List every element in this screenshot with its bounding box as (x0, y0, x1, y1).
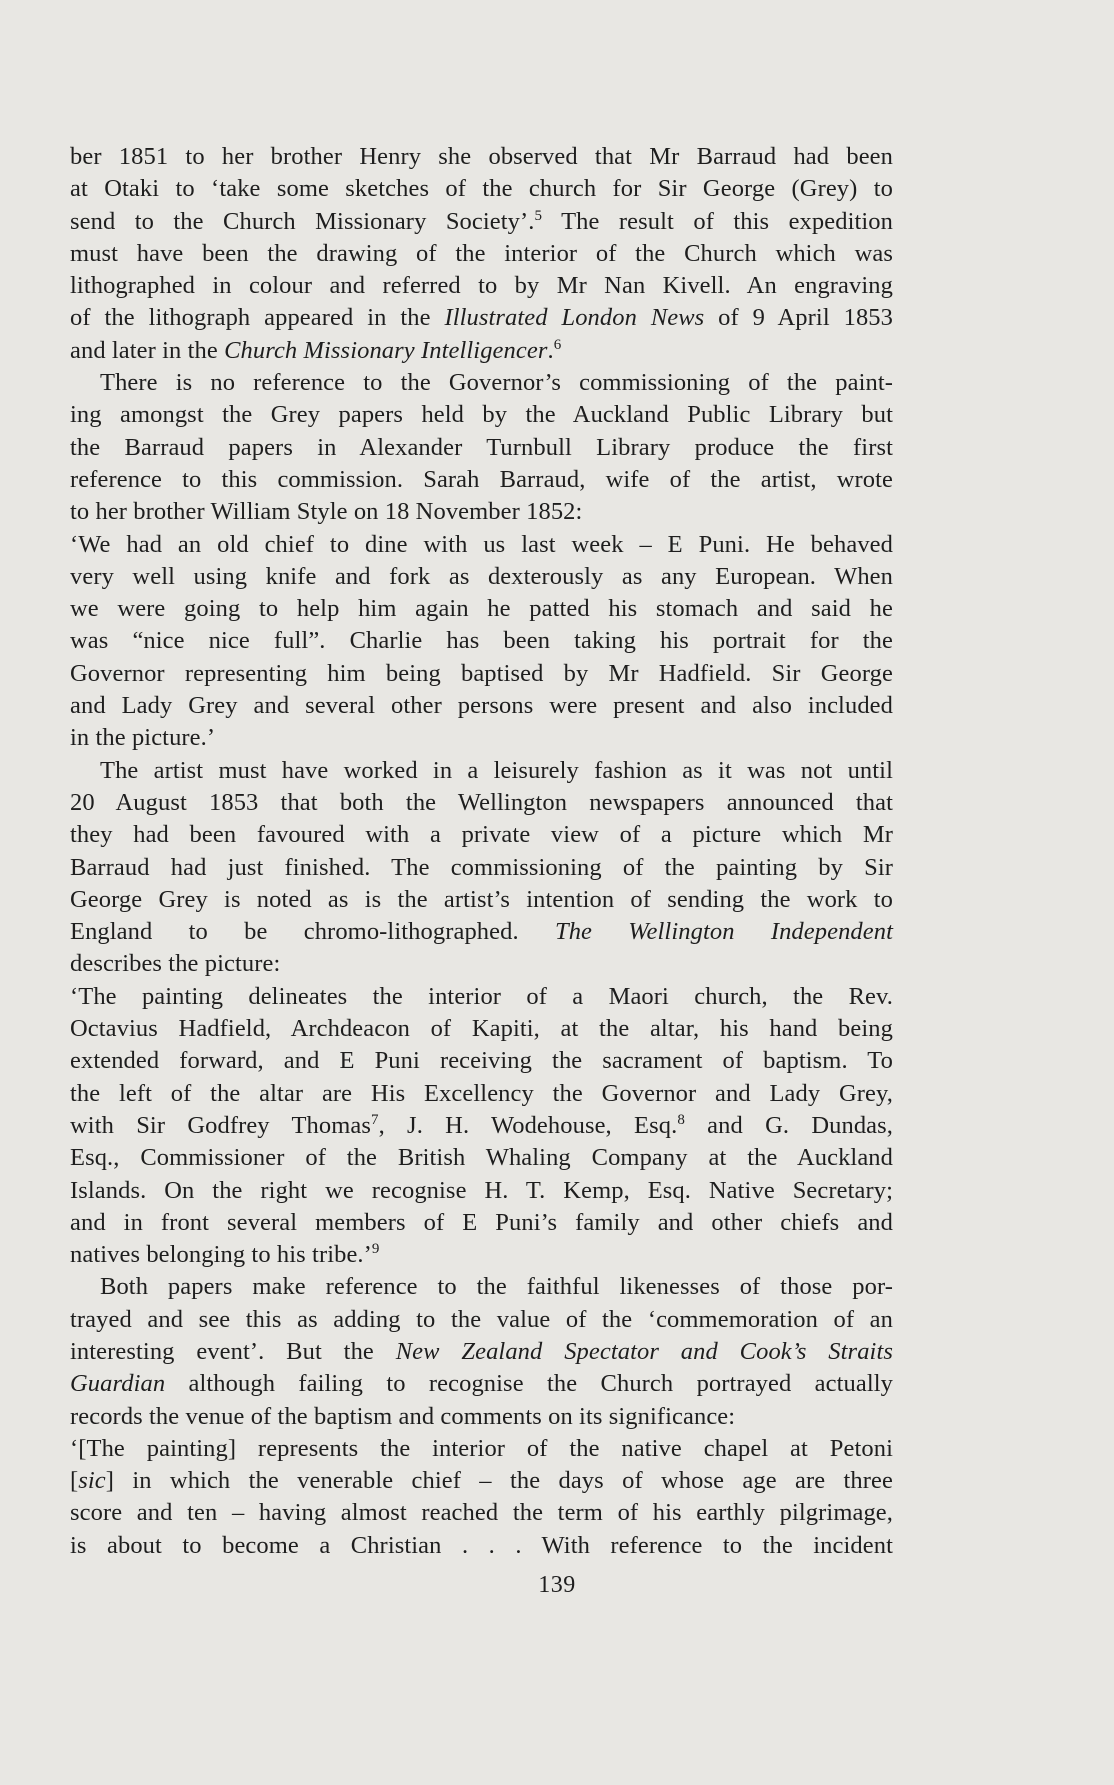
text-line (70, 722, 893, 754)
text-run: natives belonging to his tribe.’ (70, 1241, 372, 1269)
text-line (70, 399, 893, 431)
text-run: was “nice nice full”. Charlie has been taking his portrait for the (70, 627, 893, 655)
text-run: ] in which the venerable chief – the days of whose age are three (105, 1467, 893, 1495)
text-line (70, 1271, 893, 1303)
text-line (70, 173, 893, 205)
footnote-ref: 5 (534, 207, 543, 224)
text-run: , J. H. Wodehouse, Esq. (378, 1111, 678, 1139)
text-line (70, 302, 893, 334)
text-run: the left of the altar are His Excellency the Governor and Lady Grey, (70, 1079, 893, 1107)
text-line (70, 852, 893, 884)
text-run: with Sir Godfrey Thomas (70, 1111, 371, 1139)
text-run: the Barraud papers in Alexander Turnbull Library produce the first (70, 433, 893, 461)
text-line (70, 1110, 893, 1142)
text-run: to her brother William Style on 18 November 1852: (70, 498, 583, 526)
text-run: reference to this commission. Sarah Barraud, wife of the artist, wrote (70, 465, 893, 493)
text-run: at Otaki to ‘take some sketches of the church for Sir George (Grey) to (70, 175, 893, 203)
text-run: Both papers make reference to the faithful likenesses of those por- (100, 1273, 893, 1301)
text-run: ‘[The painting] represents the interior of the native chapel at Petoni (70, 1434, 893, 1462)
italic-title: New Zealand Spectator and Cook’s Straits (395, 1337, 893, 1365)
text-line (70, 1497, 893, 1529)
text-line (70, 1045, 893, 1077)
text-run: The artist must have worked in a leisurely fashion as it was not until (100, 756, 893, 784)
text-line (70, 593, 893, 625)
text-line (70, 432, 893, 464)
text-run: Esq., Commissioner of the British Whaling Company at the Auckland (70, 1144, 893, 1172)
text-line (70, 1401, 893, 1433)
italic-title: The Wellington Independent (554, 918, 894, 946)
footnote-ref: 8 (677, 1111, 685, 1128)
text-line (70, 335, 893, 367)
footnote-ref: 6 (553, 336, 562, 353)
text-line (70, 787, 893, 819)
text-run: in the picture.’ (70, 724, 216, 752)
text-line (70, 206, 893, 238)
text-line (70, 270, 893, 302)
body-text (70, 141, 893, 1562)
text-run: score and ten – having almost reached the term of his earthly pilgrimage, (70, 1499, 893, 1527)
text-run: Islands. On the right we recognise H. T. Kemp, Esq. Native Secretary; (70, 1176, 893, 1204)
text-line (70, 1304, 893, 1336)
text-line (70, 1078, 893, 1110)
text-run: ‘The painting delineates the interior of a Maori church, the Rev. (70, 982, 893, 1010)
text-line (70, 561, 893, 593)
text-run: send to the Church Missionary Society’. (70, 207, 535, 235)
text-run: The result of this expedition (542, 207, 893, 235)
italic-title: Illustrated London News (444, 304, 705, 332)
italic-title: Guardian (70, 1370, 166, 1398)
text-run: is about to become a Christian . . . With reference to the incident (70, 1531, 893, 1559)
page-number: 139 (538, 1572, 576, 1598)
italic-title: Church Missionary Intelligencer (224, 336, 548, 364)
text-run: [ (70, 1467, 79, 1495)
text-run: records the venue of the baptism and comments on its significance: (70, 1402, 736, 1430)
text-line (70, 1239, 893, 1271)
text-line (70, 141, 893, 173)
text-line (70, 1142, 893, 1174)
text-run: 20 August 1853 that both the Wellington newspapers announced that (70, 788, 893, 816)
text-line (70, 1530, 893, 1562)
text-line (70, 948, 893, 980)
text-run: and Lady Grey and several other persons were present and also included (70, 692, 893, 720)
text-run: ing amongst the Grey papers held by the Auckland Public Library but (70, 401, 893, 429)
text-line (70, 1433, 893, 1465)
text-line (70, 819, 893, 851)
text-run: Governor representing him being baptised by Mr Hadfield. Sir George (70, 659, 893, 687)
text-run: describes the picture: (70, 950, 281, 978)
text-line (70, 1465, 893, 1497)
text-run: interesting event’. But the (70, 1337, 396, 1365)
text-run: Barraud had just finished. The commissioning of the painting by Sir (70, 853, 893, 881)
text-run: trayed and see this as adding to the value of the ‘commemoration of an (70, 1305, 893, 1333)
footnote-ref: 9 (371, 1241, 380, 1258)
text-run: and G. Dundas, (684, 1111, 894, 1139)
text-line (70, 755, 893, 787)
text-line (70, 238, 893, 270)
text-line (70, 658, 893, 690)
footnote-ref: 7 (370, 1111, 379, 1128)
text-line (70, 690, 893, 722)
text-run: of 9 April 1853 (704, 304, 893, 332)
text-run: very well using knife and fork as dexterously as any European. When (70, 562, 893, 590)
text-run: Octavius Hadfield, Archdeacon of Kapiti, at the altar, his hand being (70, 1015, 893, 1043)
text-line (70, 529, 893, 561)
text-run: England to be chromo-lithographed. (70, 918, 555, 946)
text-run: extended forward, and E Puni receiving the sacrament of baptism. To (70, 1047, 893, 1075)
text-line (70, 1207, 893, 1239)
text-run: and in front several members of E Puni’s family and other chiefs and (70, 1208, 893, 1236)
text-line (70, 1175, 893, 1207)
text-line (70, 1013, 893, 1045)
text-run: ber 1851 to her brother Henry she observed that Mr Barraud had been (70, 143, 893, 170)
text-run: lithographed in colour and referred to by Mr Nan Kivell. An engraving (70, 272, 893, 300)
text-run: There is no reference to the Governor’s commissioning of the paint- (100, 369, 893, 397)
italic-title: sic (78, 1467, 106, 1495)
text-run: although failing to recognise the Church portrayed actually (165, 1370, 893, 1398)
text-run: and later in the (70, 336, 225, 364)
text-run: they had been favoured with a private view of a picture which Mr (70, 821, 893, 849)
text-run: ‘We had an old chief to dine with us last week – E Puni. He behaved (70, 530, 893, 558)
text-line (70, 916, 893, 948)
text-line (70, 496, 893, 528)
text-line (70, 884, 893, 916)
text-line (70, 464, 893, 496)
text-run: George Grey is noted as is the artist’s intention of sending the work to (70, 885, 893, 913)
text-line (70, 625, 893, 657)
text-run: . (547, 336, 554, 364)
text-line (70, 1368, 893, 1400)
text-run: of the lithograph appeared in the (70, 304, 445, 332)
text-run: must have been the drawing of the interior of the Church which was (70, 239, 893, 267)
text-line (70, 1336, 893, 1368)
text-line (70, 981, 893, 1013)
text-line (70, 367, 893, 399)
text-run: we were going to help him again he patted his stomach and said he (70, 595, 893, 623)
